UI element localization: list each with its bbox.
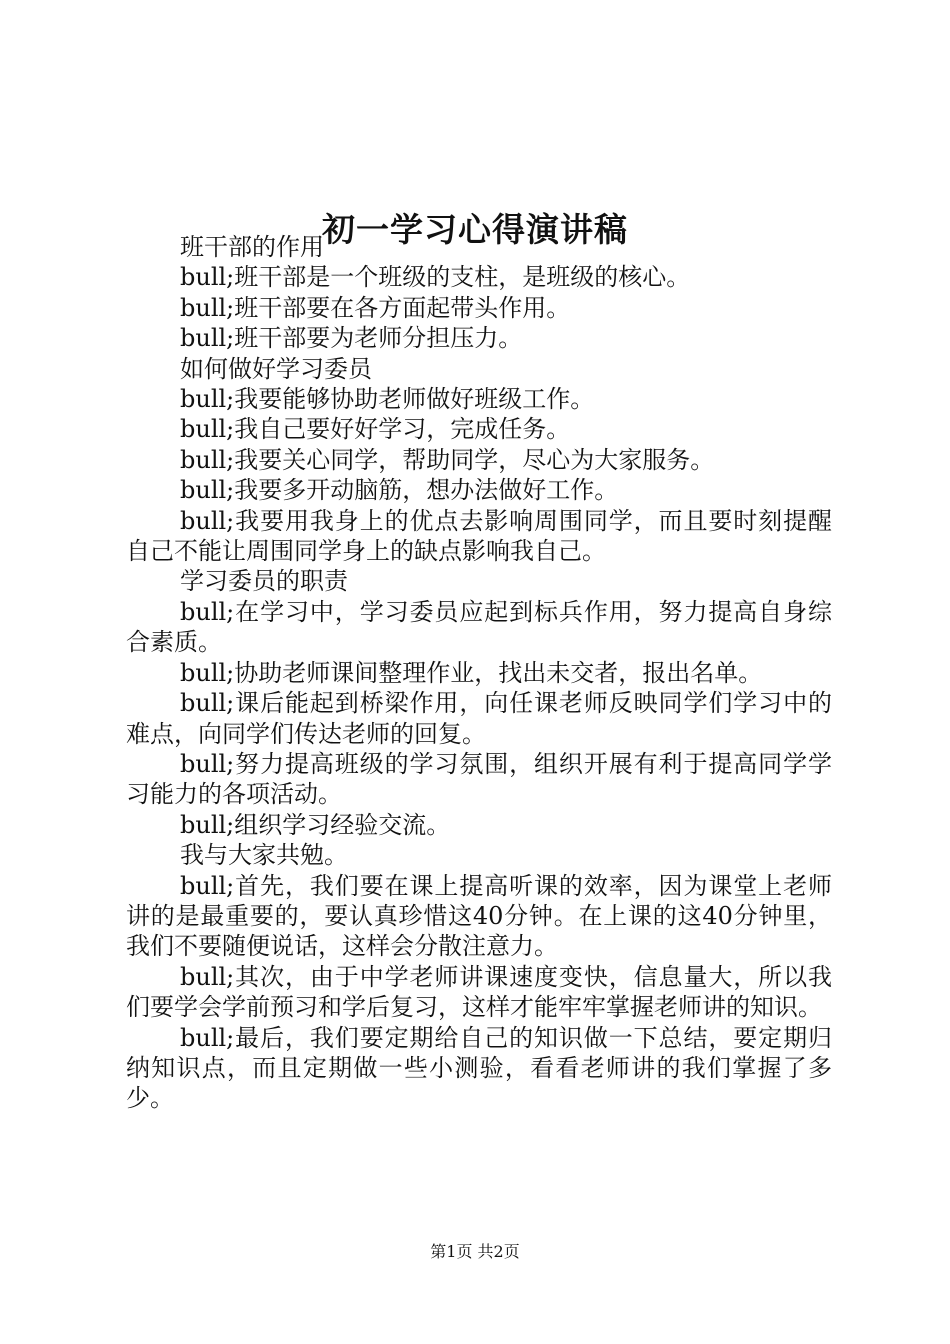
- paragraph-7: bull;我自己要好好学习，完成任务。: [180, 415, 571, 444]
- paragraph-17: 我与大家共勉。: [180, 841, 348, 870]
- document-title: 初一学习心得演讲稿: [322, 210, 628, 250]
- paragraph-6: bull;我要能够协助老师做好班级工作。: [180, 385, 595, 414]
- paragraph-16: bull;组织学习经验交流。: [180, 810, 451, 839]
- paragraph-9: bull;我要多开动脑筋，想办法做好工作。: [180, 476, 619, 505]
- paragraph-14: bull;课后能起到桥梁作用，向任课老师反映同学们学习中的难点，向同学们传达老师的回复。: [126, 689, 832, 748]
- paragraph-8: bull;我要关心同学，帮助同学，尽心为大家服务。: [180, 445, 715, 474]
- document-body: [126, 232, 832, 1114]
- paragraph-12: bull;在学习中，学习委员应起到标兵作用，努力提高自身综合素质。: [126, 597, 832, 657]
- paragraph-18: bull;首先，我们要在课上提高听课的效率，因为课堂上老师讲的是最重要的，要认真珍惜这40分钟。在上课的这40分钟里，我们不要随便说话，这样会分散注意力。: [126, 871, 832, 961]
- paragraph-10: bull;我要用我身上的优点去影响周围同学，而且要时刻提醒自己不能让周围同学身上的缺点影响我自己。: [126, 506, 832, 566]
- paragraph-15: bull;努力提高班级的学习氛围，组织开展有利于提高同学学习能力的各项活动。: [126, 749, 832, 809]
- paragraph-20: bull;最后，我们要定期给自己的知识做一下总结，要定期归纳知识点，而且定期做一些小测验，看看老师讲的我们掌握了多少。: [126, 1023, 832, 1113]
- paragraph-13: bull;协助老师课间整理作业，找出未交者，报出名单。: [180, 658, 763, 687]
- paragraph-2: bull;班干部是一个班级的支柱，是班级的核心。: [180, 263, 691, 292]
- page-footer: 第1页 共2页: [430, 1242, 520, 1261]
- paragraph-11: 学习委员的职责: [180, 567, 348, 596]
- paragraph-5: 如何做好学习委员: [180, 354, 372, 383]
- paragraph-3: bull;班干部要在各方面起带头作用。: [180, 293, 571, 322]
- paragraph-4: bull;班干部要为老师分担压力。: [180, 324, 523, 353]
- paragraph-1: 班干部的作用: [180, 233, 324, 261]
- paragraph-19: bull;其次，由于中学老师讲课速度变快，信息量大，所以我们要学会学前预习和学后复习，这样才能牢牢掌握老师讲的知识。: [126, 962, 832, 1022]
